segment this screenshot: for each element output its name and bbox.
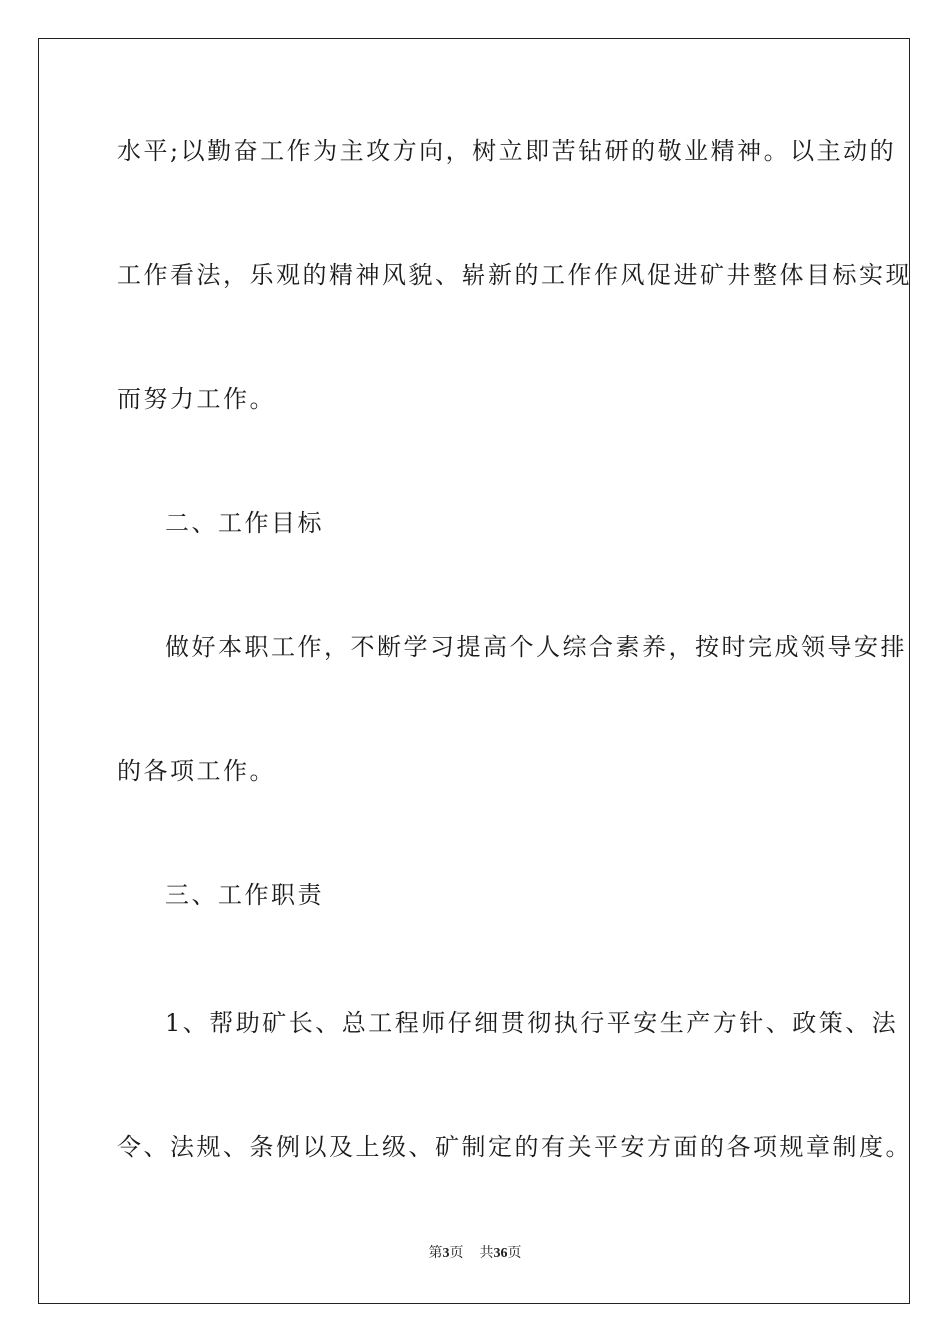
section-heading-work-goals: 二、工作目标 xyxy=(165,509,324,537)
page-border xyxy=(38,38,910,1304)
page-footer xyxy=(0,1245,950,1263)
body-line-6: 的各项工作。 xyxy=(117,757,276,785)
body-line-3: 而努力工作。 xyxy=(117,385,276,413)
body-line-1: 水平;以勤奋工作为主攻方向，树立即苦钻研的敬业精神。以主动的 xyxy=(117,137,897,165)
body-line-2: 工作看法，乐观的精神风貌、崭新的工作作风促进矿井整体目标实现 xyxy=(117,261,912,289)
footer-page-prefix: 第 xyxy=(428,1246,443,1261)
body-line-8: 1、帮助矿长、总工程师仔细贯彻执行平安生产方针、政策、法 xyxy=(165,1009,899,1037)
footer-page-suffix: 页 xyxy=(449,1246,464,1261)
footer-total-pages: 36 xyxy=(493,1246,508,1261)
footer-page-number: 3 xyxy=(442,1246,450,1261)
footer-total-suffix: 页 xyxy=(507,1246,522,1261)
body-line-9: 令、法规、条例以及上级、矿制定的有关平安方面的各项规章制度。 xyxy=(117,1133,912,1161)
section-heading-work-duties: 三、工作职责 xyxy=(165,881,324,909)
body-line-5: 做好本职工作，不断学习提高个人综合素养，按时完成领导安排 xyxy=(165,633,907,661)
footer-total-prefix: 共 xyxy=(479,1246,494,1261)
